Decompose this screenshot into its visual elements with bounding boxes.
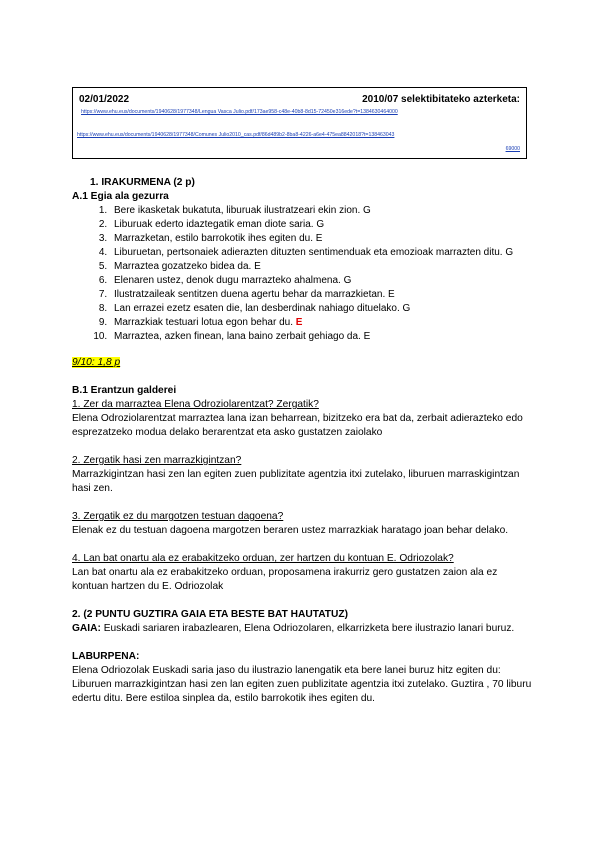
list-item: 4. Liburuetan, pertsonaiek adierazten dituzten sentimenduak eta emozioak marrazten ditu. G: [110, 246, 532, 260]
section-a1-heading: A.1 Egia ala gezurra: [72, 191, 169, 202]
answer-3: Elenak ez du testuan dagoena margotzen beraren ustez marrazkiak haratago joan behar delako.: [72, 525, 509, 536]
list-item: 1. Bere ikasketak bukatuta, liburuak ilustratzeari ekin zion. G: [110, 204, 532, 218]
list-item: 5. Marraztea gozatzeko bidea da. E: [110, 260, 532, 274]
exam-link-2-continued[interactable]: 69000: [505, 146, 520, 152]
answer-4: Lan bat onartu ala ez erabakitzeko orduan, proposamena irakurriz gero gustatzen zaion ala ez kontuan hartzen du E. Odriozolak: [72, 567, 498, 592]
header-title: 2010/07 selektibitateko azterketa:: [362, 94, 520, 105]
header-box: [72, 87, 527, 159]
gaia-label: GAIA:: [72, 623, 101, 634]
question-4: 4. Lan bat onartu ala ez erabakitzeko orduan, zer hartzen du kontuan E. Odriozolak?: [72, 553, 454, 564]
question-2: 2. Zergatik hasi zen marrazkigintzan?: [72, 455, 242, 466]
exam-link-2[interactable]: https://www.ehu.eus/documents/1940628/1977348/Comunes Julio2010_cas.pdf/86d489b2-8ba8-4226-a6e4-475ea8842018?t=138463043: [77, 132, 395, 138]
score-line: [72, 356, 532, 370]
list-item: 10. Marraztea, azken finean, lana baino zerbait gehiago da. E: [110, 330, 532, 344]
list-item: 8. Lan errazei ezetz esaten die, lan desberdinak nahiago dituelako. G: [110, 302, 532, 316]
section-2-heading: 2. (2 PUNTU GUZTIRA GAIA ETA BESTE BAT HAUTATUZ): [72, 609, 348, 620]
exam-link-1[interactable]: https://www.ehu.eus/documents/1940628/1977348/Lengua Vasca Julio.pdf/173ae958-c48e-40b8-8d15-72450e316ede?t=1384630464000: [81, 109, 398, 115]
question-1: 1. Zer da marraztea Elena Odroziolarentzat? Zergatik?: [72, 399, 319, 410]
answer-mark-red: E: [295, 317, 303, 328]
question-3: 3. Zergatik ez du margotzen testuan dagoena?: [72, 511, 284, 522]
gaia-text: Euskadi sariaren irabazlearen, Elena Odriozolaren, elkarrizketa bere ilustrazio lanari buruz.: [100, 623, 515, 634]
section-b1-heading: B.1 Erantzun galderei: [72, 385, 177, 396]
list-item: [110, 316, 532, 330]
score-highlight: 9/10: 1,8 p: [72, 357, 121, 368]
header-date: 02/01/2022: [79, 94, 130, 105]
section-1-heading: 1. IRAKURMENA (2 p): [90, 177, 195, 188]
document-body: [72, 176, 532, 706]
gaia-paragraph: [72, 622, 532, 636]
true-false-list: [72, 204, 532, 344]
list-item: 6. Elenaren ustez, denok dugu marrazteko ahalmena. G: [110, 274, 532, 288]
laburpena-text: Elena Odriozolak Euskadi saria jaso du ilustrazio lanengatik eta bere lanei buruz hitz egiten du: Liburuen marrazkigintzan hasi zen lan egiten zuen publizitate agentzia itxi zutelako. Guztira , 70 liburu edertu ditu. Bere estiloa sinplea da, estilo barrokotik ihes egiten du.: [72, 665, 532, 704]
list-item-text: Marrazkiak testuari lotua egon behar du.: [114, 317, 293, 328]
laburpena-label: LABURPENA:: [72, 651, 140, 662]
list-item: 7. Ilustratzaileak sentitzen duena agertu behar da marrazkietan. E: [110, 288, 532, 302]
answer-2: Marrazkigintzan hasi zen lan egiten zuen publizitate agentzia itxi zutelako, liburuen marraskigintzan hasi zen.: [72, 469, 520, 494]
list-item: 3. Marrazketan, estilo barrokotik ihes egiten du. E: [110, 232, 532, 246]
list-item: 2. Liburuak ederto idaztegatik eman diote saria. G: [110, 218, 532, 232]
answer-1: Elena Odroziolarentzat marraztea lana izan beharrean, bizitzeko era bat da, zerbait adierazteko edo esprezatzeko modua delako berarentzat eta asko gustatzen zaiolako: [72, 413, 523, 438]
